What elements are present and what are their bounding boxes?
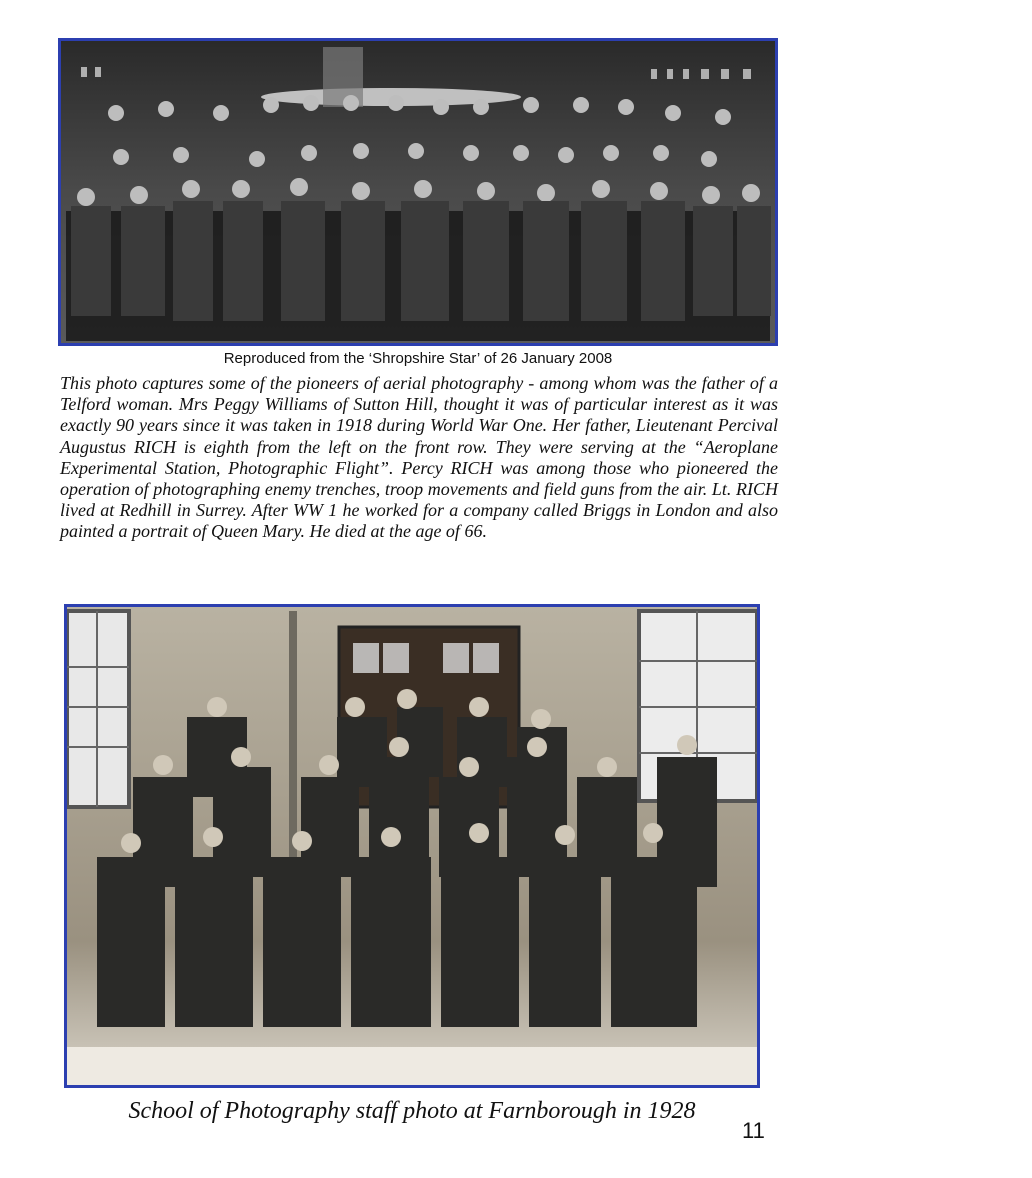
photo-1928-group [64, 604, 760, 1088]
photo-1928-image [67, 607, 757, 1085]
article-text: This photo captures some of the pioneers of aerial photography - among whom was the father of a Telford woman. Mrs Peggy Williams of Sutton Hill, thought it was of particular interest as it was exactly 90 years since it was taken in 1918 during World War One. Her father, Lieutenant Percival Augustus RICH is eighth from the left on the front row. They were serving at the “Aeroplane Experimental Station, Photographic Flight”. Percy RICH was among those who pioneered the operation of photographing enemy trenches, troop movements and field guns from the air. Lt. RICH lived at Redhill in Surrey. After WW 1 he worked for a company called Briggs in London and also painted a portrait of Queen Mary. He died at the age of 66. [60, 373, 778, 542]
photo-1918-group [58, 38, 778, 346]
photo-1918-image [61, 41, 775, 343]
photo-caption-1928: School of Photography staff photo at Farnborough in 1928 [128, 1098, 696, 1124]
page-number: 11 [742, 1118, 765, 1143]
photo-credit: Reproduced from the ‘Shropshire Star’ of 26 January 2008 [223, 350, 613, 367]
